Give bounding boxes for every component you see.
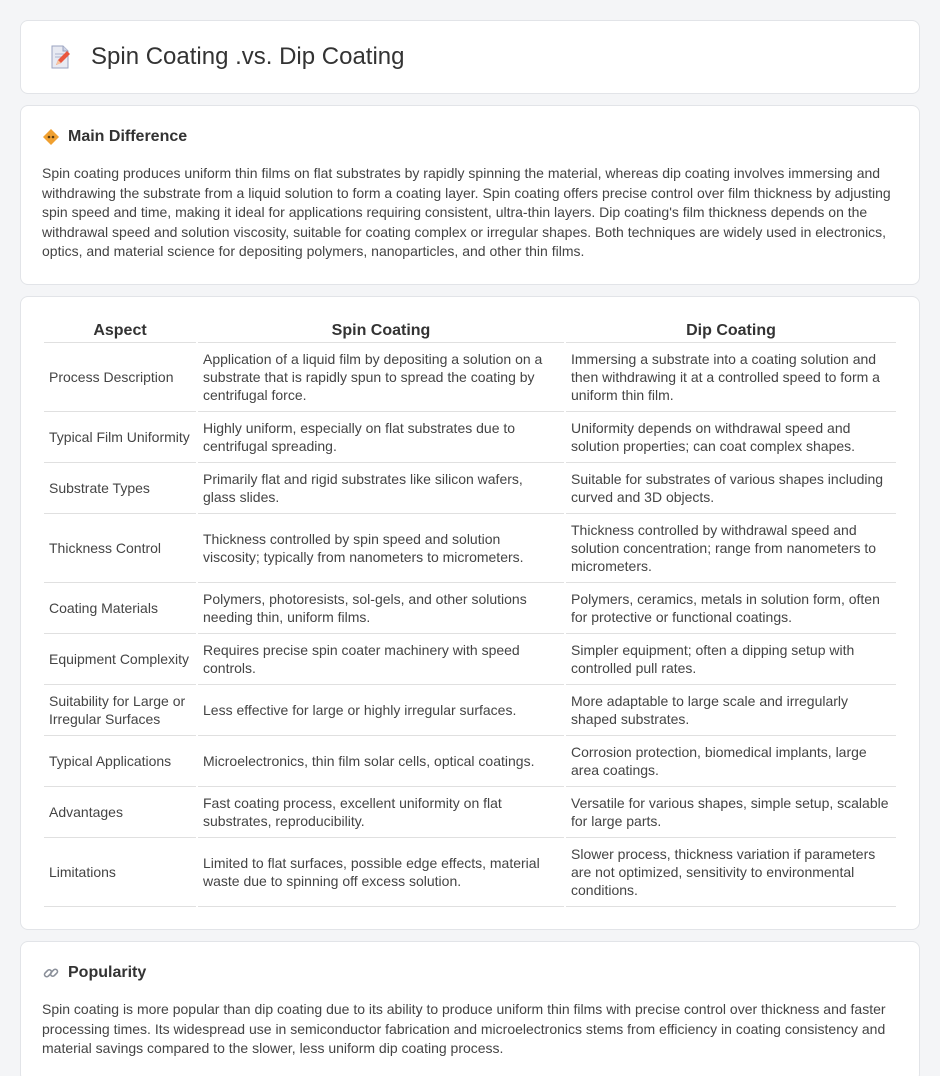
table-row — [44, 634, 896, 685]
dip-cell: Immersing a substrate into a coating solution and then withdrawing it at a controlled speed to form a uniform thin film. — [566, 343, 896, 412]
dip-cell: Corrosion protection, biomedical implants, large area coatings. — [566, 736, 896, 787]
aspect-cell: Advantages — [44, 787, 196, 838]
header-card — [20, 20, 920, 94]
spin-cell: Polymers, photoresists, sol-gels, and other solutions needing thin, uniform films. — [198, 583, 564, 634]
dip-cell: Thickness controlled by withdrawal speed and solution concentration; range from nanometers to micrometers. — [566, 514, 896, 583]
comparison-card — [20, 296, 920, 930]
spin-cell: Microelectronics, thin film solar cells, optical coatings. — [198, 736, 564, 787]
dip-cell: Suitable for substrates of various shapes including curved and 3D objects. — [566, 463, 896, 514]
popularity-heading — [42, 964, 898, 982]
popularity-text: Spin coating is more popular than dip coating due to its ability to produce uniform thin films with precise control over thickness and faster processing times. Its widespread use in semiconductor fabrication and microelectronics stems from efficiency in coating consistency and material savings compared to the slower, less uniform dip coating process. — [42, 1000, 886, 1057]
spin-cell: Requires precise spin coater machinery with speed controls. — [198, 634, 564, 685]
aspect-cell: Limitations — [44, 838, 196, 907]
aspect-cell: Thickness Control — [44, 514, 196, 583]
table-row — [44, 343, 896, 412]
dip-cell: Uniformity depends on withdrawal speed and solution properties; can coat complex shapes. — [566, 412, 896, 463]
spin-cell: Less effective for large or highly irregular surfaces. — [198, 685, 564, 736]
main-difference-heading — [42, 128, 898, 146]
aspect-cell: Process Description — [44, 343, 196, 412]
spin-cell: Fast coating process, excellent uniformity on flat substrates, reproducibility. — [198, 787, 564, 838]
diamond-icon — [42, 128, 60, 146]
spin-cell: Thickness controlled by spin speed and solution viscosity; typically from nanometers to micrometers. — [198, 514, 564, 583]
page-title: Spin Coating .vs. Dip Coating — [91, 43, 405, 70]
dip-cell: Slower process, thickness variation if parameters are not optimized, sensitivity to environmental conditions. — [566, 838, 896, 907]
header-spin-coating: Spin Coating — [198, 319, 564, 343]
header-dip-coating: Dip Coating — [566, 319, 896, 343]
dip-cell: Simpler equipment; often a dipping setup with controlled pull rates. — [566, 634, 896, 685]
table-row — [44, 685, 896, 736]
comparison-table — [42, 319, 898, 907]
table-row — [44, 736, 896, 787]
dip-cell: Versatile for various shapes, simple setup, scalable for large parts. — [566, 787, 896, 838]
table-row — [44, 838, 896, 907]
spin-cell: Highly uniform, especially on flat substrates due to centrifugal spreading. — [198, 412, 564, 463]
document-pencil-icon — [45, 42, 75, 72]
table-row — [44, 787, 896, 838]
aspect-cell: Substrate Types — [44, 463, 196, 514]
aspect-cell: Typical Applications — [44, 736, 196, 787]
dip-cell: Polymers, ceramics, metals in solution form, often for protective or functional coatings. — [566, 583, 896, 634]
aspect-cell: Equipment Complexity — [44, 634, 196, 685]
table-header-row — [44, 319, 896, 343]
table-row — [44, 514, 896, 583]
table-row — [44, 412, 896, 463]
aspect-cell: Coating Materials — [44, 583, 196, 634]
spin-cell: Primarily flat and rigid substrates like silicon wafers, glass slides. — [198, 463, 564, 514]
spin-cell: Limited to flat surfaces, possible edge effects, material waste due to spinning off excess solution. — [198, 838, 564, 907]
dip-cell: More adaptable to large scale and irregularly shaped substrates. — [566, 685, 896, 736]
header-aspect: Aspect — [44, 319, 196, 343]
table-row — [44, 463, 896, 514]
main-difference-text: Spin coating produces uniform thin films on flat substrates by rapidly spinning the material, whereas dip coating involves immersing and withdrawing the substrate from a liquid solution to form a coating layer. Spin coating offers precise control over film thickness by adjusting spin speed and time, making it ideal for applications requiring consistent, ultra-thin layers. Dip coating's film thickness depends on the withdrawal speed and solution viscosity, suitable for coating complex or irregular shapes. Both techniques are widely used in electronics, optics, and material science for depositing polymers, nanoparticles, and other thin films. — [42, 165, 891, 260]
table-row — [44, 583, 896, 634]
link-icon — [42, 964, 60, 982]
popularity-title: Popularity — [68, 963, 147, 981]
aspect-cell: Suitability for Large or Irregular Surfaces — [44, 685, 196, 736]
main-difference-card — [20, 105, 920, 285]
popularity-card — [20, 941, 920, 1076]
main-difference-title: Main Difference — [68, 128, 188, 145]
aspect-cell: Typical Film Uniformity — [44, 412, 196, 463]
spin-cell: Application of a liquid film by depositing a solution on a substrate that is rapidly spun to spread the coating by centrifugal force. — [198, 343, 564, 412]
